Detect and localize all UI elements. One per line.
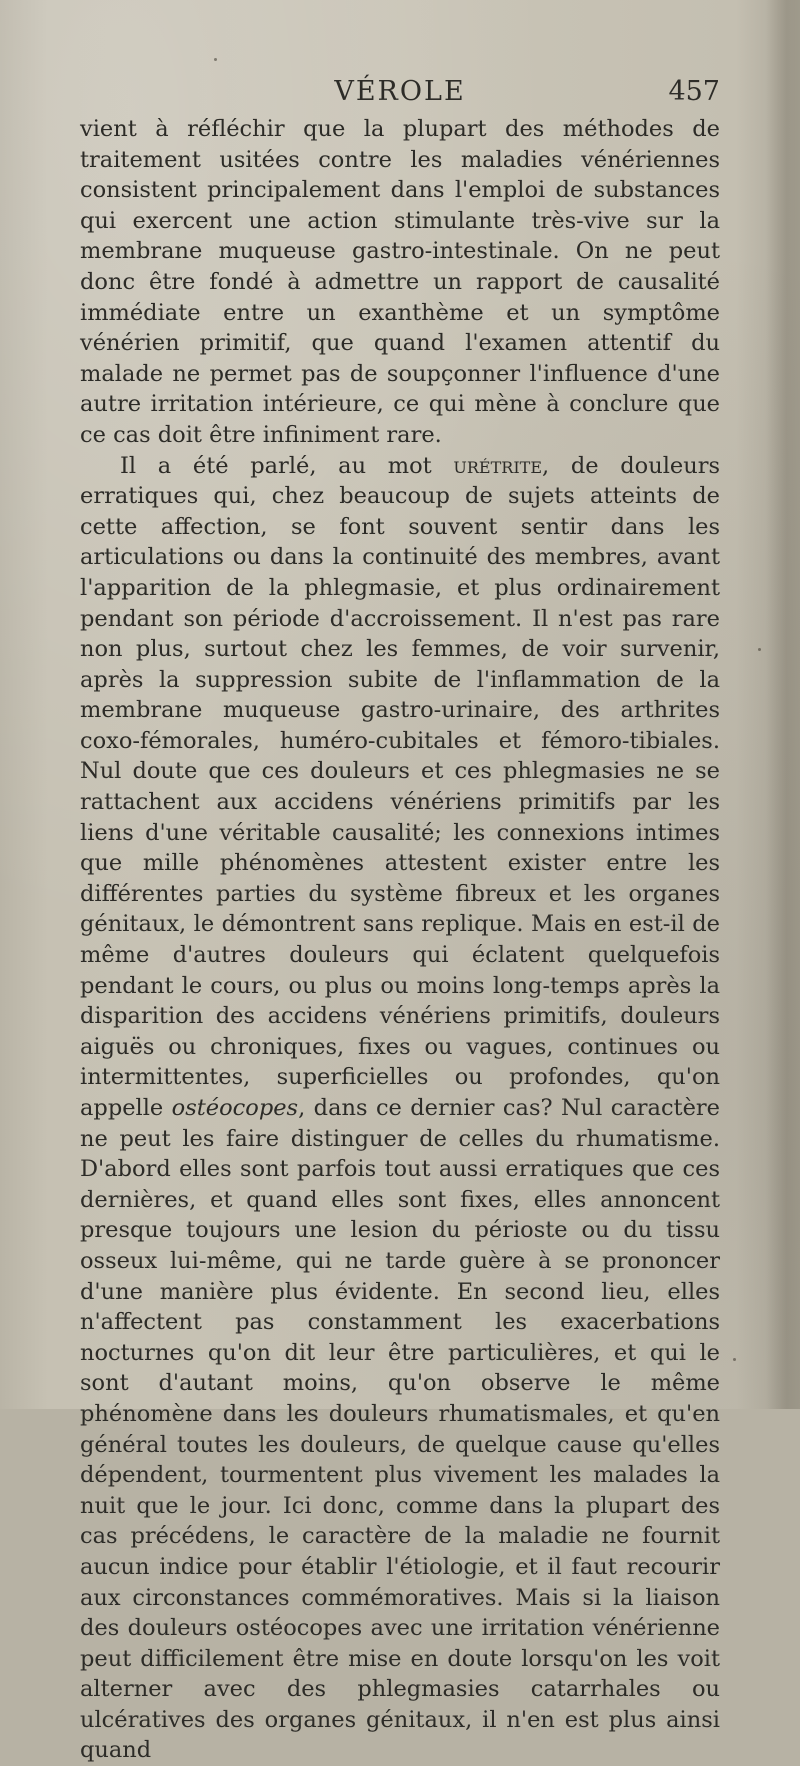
term-osteocopes: ostéocopes [171, 1095, 299, 1121]
ink-speck [758, 648, 761, 651]
ink-speck [733, 1358, 736, 1361]
ink-speck [214, 58, 217, 61]
paragraph-text: , dans ce dernier cas? Nul caractère ne peut les faire distinguer de celles du rhumatisme. D'abord elles sont parfois tout aussi erratiques que ces dernières, et quand elles sont fixes, elles annoncent presque toujours une lesion du périoste ou du tissu osseux lui-même, qui ne tarde guère à se prononcer d'une manière plus évidente. En second lieu, elles n'affectent pas constamment les exacerbations nocturnes qu'on dit leur être particulières, et qui le sont d'autant moins, qu'on observe le même phénomène dans les douleurs rhumatismales, et qu'en général toutes les douleurs, de quelque cause qu'elles dépendent, tourmentent plus vivement les malades la nuit que le jour. Ici donc, comme dans la plupart des cas précédens, le caractère de la maladie ne fournit aucun indice pour établir l'étiologie, et il faut recourir aux circonstances commémoratives. Mais si la liaison des douleurs ostéocopes avec une irritation vénérienne peut difficilement être mise en doute lorsqu'on les voit alterner avec des phlegmasies catarrhales ou ulcératives des organes génitaux, il n'en est plus ainsi quand [80, 1095, 720, 1764]
page-number: 457 [668, 76, 720, 107]
paragraph-text: , de douleurs erratiques qui, chez beaucoup de sujets atteints de cette affection, se font souvent sentir dans les articulations ou dans la continuité des membres, avant l'apparition de la phlegmasie, et plus ordinairement pendant son période d'accroissement. Il n'est pas rare non plus, surtout chez les femmes, de voir survenir, après la suppression subite de l'inflammation de la membrane muqueuse gastro-urinaire, des arthrites coxo-fémorales, huméro-cubitales et fémoro-tibiales. Nul doute que ces douleurs et ces phlegmasies ne se rattachent aux accidens vénériens primitifs par les liens d'une véritable causalité; les connexions intimes que mille phénomènes attestent exister entre les différentes parties du système fibreux et les organes génitaux, le démontrent sans replique. Mais en est-il de même d'autres douleurs qui éclatent quelquefois pendant le cours, ou plus ou moins long-temps après la disparition des accidens vénériens primitifs, douleurs aiguës ou chroniques, fixes ou vagues, continues ou intermittentes, superficielles ou profondes, qu'on appelle [80, 452, 720, 1121]
paragraph [80, 451, 720, 1766]
page-header [80, 76, 720, 116]
paragraph-text: Il a été parlé, au mot [120, 452, 454, 479]
paragraph: vient à réfléchir que la plupart des méthodes de traitement usitées contre les maladies vénériennes consistent principalement dans l'emploi de substances qui exercent une action stimulante très-vive sur la membrane muqueuse gastro-intestinale. On ne peut donc être fondé à admettre un rapport de causalité immédiate entre un exanthème et un symptôme vénérien primitif, que quand l'examen attentif du malade ne permet pas de soupçonner l'influence d'une autre irritation intérieure, ce qui mène à conclure que ce cas doit être infiniment rare. [80, 116, 720, 448]
page-edge-shadow [766, 0, 800, 1409]
running-title: VÉROLE [334, 76, 466, 107]
body-text [80, 114, 720, 1766]
term-uretrite: urétrite [453, 452, 542, 479]
